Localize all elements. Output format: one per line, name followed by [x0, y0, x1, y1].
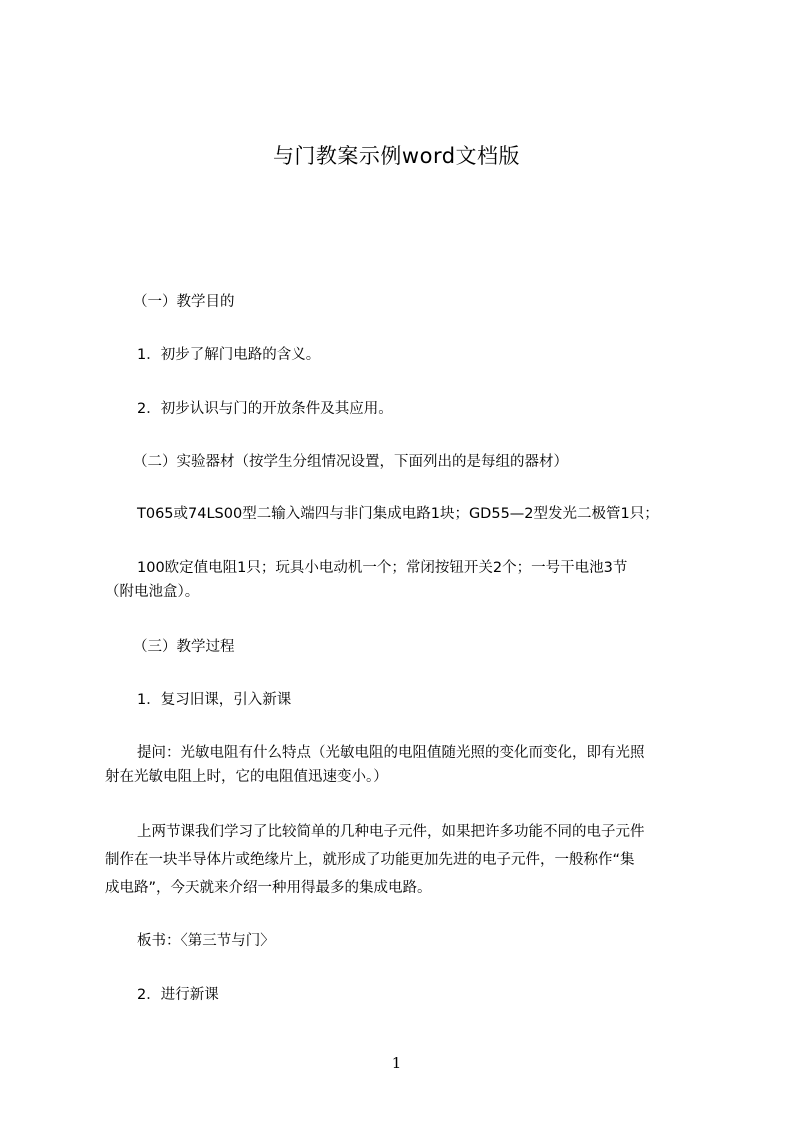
process-step-2: 2．进行新课 [137, 987, 219, 1003]
objective-item-1: 1．初步了解门电路的含义。 [137, 347, 321, 363]
equipment-line-3: （附电池盒）。 [105, 584, 200, 600]
intro-line-3: 成电路”，今天就来介绍一种用得最多的集成电路。 [105, 880, 432, 896]
board-writing: 板书：〈第三节与门〉 [137, 933, 275, 949]
question-line-2: 射在光敏电阻上时，它的电阻值迅速变小。） [105, 769, 388, 785]
equipment-line-1: T065或74LS00型二输入端四与非门集成电路1块；GD55—2型发光二极管1只； [137, 506, 659, 522]
objective-item-2: 2．初步认识与门的开放条件及其应用。 [137, 401, 393, 417]
equipment-line-2: 100欧定值电阻1只；玩具小电动机一个；常闭按钮开关2个；一号干电池3节 [137, 560, 628, 576]
section-heading-equipment: （二）实验器材（按学生分组情况设置，下面列出的是每组的器材） [133, 454, 568, 470]
intro-line-2: 制作在一块半导体片或绝缘片上，就形成了功能更加先进的电子元件，一般称作“集 [105, 852, 635, 868]
page-number: 1 [391, 1054, 402, 1072]
question-line-1: 提问：光敏电阻有什么特点（光敏电阻的电阻值随光照的变化而变化，即有光照 [137, 745, 645, 761]
process-step-1: 1．复习旧课，引入新课 [137, 692, 292, 708]
section-heading-process: （三）教学过程 [133, 639, 235, 655]
document-title: 与门教案示例word文档版 [272, 144, 521, 168]
section-heading-objectives: （一）教学目的 [133, 294, 235, 310]
intro-line-1: 上两节课我们学习了比较简单的几种电子元件，如果把许多功能不同的电子元件 [137, 824, 645, 840]
